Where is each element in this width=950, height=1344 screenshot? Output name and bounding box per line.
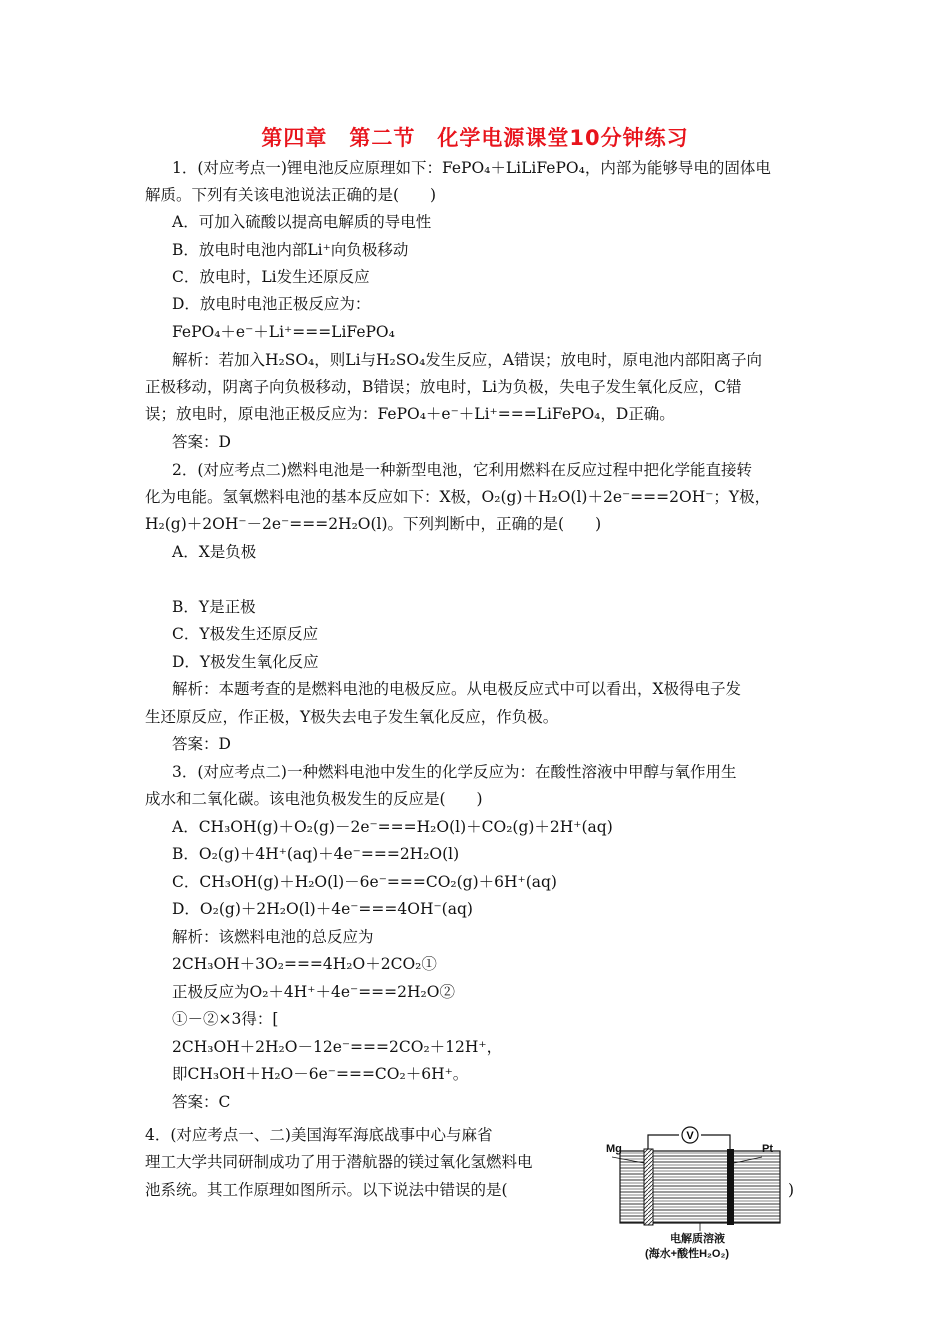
text-line: 解析：若加入H₂SO₄，则Li与H₂SO₄发生反应，A错误；放电时，原电池内部阳离子向 — [172, 351, 762, 369]
text-line: 2CH₃OH＋2H₂O－12e⁻===2CO₂＋12H⁺， — [172, 1038, 503, 1056]
text-line: A．可加入硫酸以提高电解质的导电性 — [172, 213, 432, 231]
electrolyte-composition: (海水+酸性H₂O₂) — [645, 1248, 730, 1260]
text-line: 2CH₃OH＋3O₂===4H₂O＋2CO₂① — [172, 955, 437, 973]
electrolyte-label: 电解质溶液 — [670, 1233, 725, 1245]
text-line: 答案：D — [172, 735, 231, 753]
text-line: 生还原反应，作正极，Y极失去电子发生氧化反应，作负极。 — [145, 708, 559, 726]
mg-electrode — [644, 1149, 653, 1225]
text-line: B．O₂(g)＋4H⁺(aq)＋4e⁻===2H₂O(l) — [172, 845, 460, 863]
text-line: 3．(对应考点二)一种燃料电池中发生的化学反应为：在酸性溶液中甲醇与氧作用生 — [172, 763, 737, 781]
text-line: FePO₄＋e⁻＋Li⁺===LiFePO₄ — [172, 323, 395, 341]
text-line: 误；放电时，原电池正极反应为：FePO₄＋e⁻＋Li⁺===LiFePO₄，D正确。 — [145, 405, 675, 423]
text-line: C．CH₃OH(g)＋H₂O(l)－6e⁻===CO₂(g)＋6H⁺(aq) — [172, 873, 557, 891]
question-4-line-3: 池系统。其工作原理如图所示。以下说法中错误的是( — [145, 1181, 508, 1199]
text-line: 1．(对应考点一)锂电池反应原理如下：FePO₄＋LiLiFePO₄，内部为能够导电的固体电 — [172, 159, 771, 177]
pt-electrode — [727, 1149, 734, 1225]
page-title: 第四章 第二节 化学电源课堂10分钟练习 — [261, 126, 689, 150]
text-line: 解析：该燃料电池的总反应为 — [172, 928, 374, 946]
text-line: C．放电时，Li发生还原反应 — [172, 268, 370, 286]
voltmeter-label: V — [686, 1130, 694, 1142]
mg-label: Mg — [606, 1143, 622, 1155]
text-line: D．O₂(g)＋2H₂O(l)＋4e⁻===4OH⁻(aq) — [172, 900, 473, 918]
text-line: 即CH₃OH＋H₂O－6e⁻===CO₂＋6H⁺。 — [172, 1065, 469, 1083]
text-line: 成水和二氧化碳。该电池负极发生的反应是( ) — [145, 790, 483, 808]
text-line: 2．(对应考点二)燃料电池是一种新型电池，它利用燃料在反应过程中把化学能直接转 — [172, 461, 752, 479]
text-line: 正极反应为O₂＋4H⁺＋4e⁻===2H₂O② — [172, 983, 455, 1001]
text-line: B．放电时电池内部Li⁺向负极移动 — [172, 241, 409, 259]
text-line: 化为电能。氢氧燃料电池的基本反应如下：X极，O₂(g)＋H₂O(l)＋2e⁻===2OH⁻；Y极， — [145, 488, 771, 506]
text-line: H₂(g)＋2OH⁻－2e⁻===2H₂O(l)。下列判断中，正确的是( ) — [145, 515, 602, 533]
battery-diagram — [606, 1125, 795, 1265]
text-line: 答案：C — [172, 1093, 231, 1111]
text-line: C．Y极发生还原反应 — [172, 625, 319, 643]
text-line: 正极移动，阴离子向负极移动，B错误；放电时，Li为负极，失电子发生氧化反应，C错 — [145, 378, 742, 396]
pt-label: Pt — [762, 1143, 773, 1155]
text-line: ①－②×3得：[ — [172, 1010, 279, 1028]
text-line: 解质。下列有关该电池说法正确的是( ) — [145, 186, 437, 204]
text-line: 解析：本题考查的是燃料电池的电极反应。从电极反应式中可以看出，X极得电子发 — [172, 680, 742, 698]
question-4-paren: ) — [788, 1181, 795, 1199]
text-line: 答案：D — [172, 433, 231, 451]
text-line: D．Y极发生氧化反应 — [172, 653, 319, 671]
text-line: A．CH₃OH(g)＋O₂(g)－2e⁻===H₂O(l)＋CO₂(g)＋2H⁺(aq) — [172, 818, 613, 836]
question-4-line-1: 4．(对应考点一、二)美国海军海底战事中心与麻省 — [145, 1126, 493, 1144]
text-line: D．放电时电池正极反应为： — [172, 295, 371, 313]
text-line: B．Y是正极 — [172, 598, 256, 616]
question-4-line-2: 理工大学共同研制成功了用于潜航器的镁过氧化氢燃料电 — [145, 1153, 533, 1171]
text-line: A．X是负极 — [172, 543, 257, 561]
